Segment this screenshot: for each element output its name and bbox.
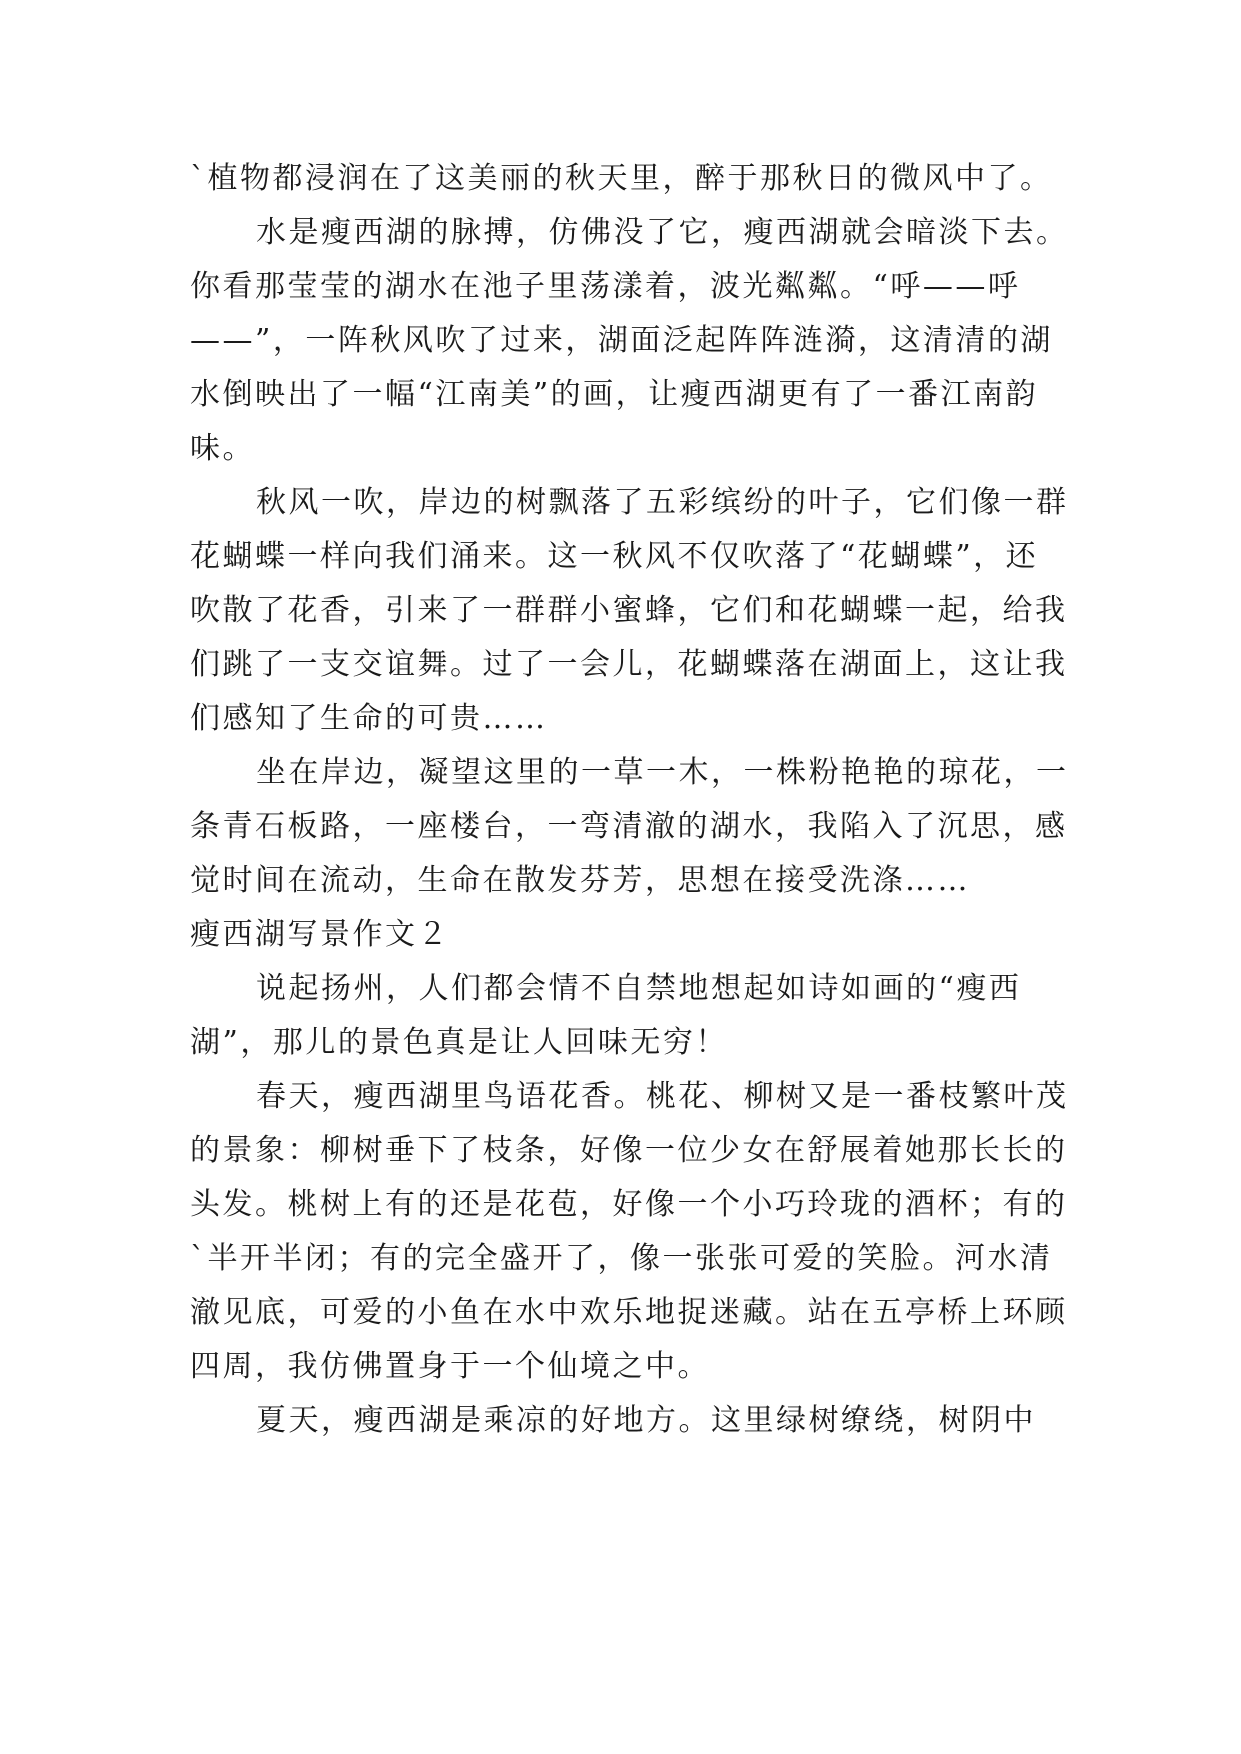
paragraph-lakeside: 坐在岸边，凝望这里的一草一木，一株粉艳艳的琼花，一条青石板路，一座楼台，一弯清澈的湖水，我陷入了沉思，感觉时间在流动，生命在散发芬芳，思想在接受洗涤……: [190, 755, 1069, 898]
paragraph-summer: 夏天，瘦西湖是乘凉的好地方。这里绿树缭绕，树阴中: [256, 1403, 1036, 1438]
document-body: [190, 152, 1070, 1448]
paragraph-spring: 春天，瘦西湖里鸟语花香。桃花、柳树又是一番枝繁叶茂的景象：柳树垂下了枝条，好像一位少女在舒展着她那长长的头发。桃树上有的还是花苞，好像一个小巧玲珑的酒杯；有的`半开半闭；有的完全盛开了，像一张张可爱的笑脸。河水清澈见底，可爱的小鱼在水中欢乐地捉迷藏。站在五亭桥上环顾四周，我仿佛置身于一个仙境之中。: [190, 1079, 1069, 1384]
section-heading: 瘦西湖写景作文２: [190, 917, 450, 952]
paragraph-autumn-wind: 秋风一吹，岸边的树飘落了五彩缤纷的叶子，它们像一群花蝴蝶一样向我们涌来。这一秋风不仅吹落了“花蝴蝶”，还吹散了花香，引来了一群群小蜜蜂，它们和花蝴蝶一起，给我们跳了一支交谊舞。过了一会儿，花蝴蝶落在湖面上，这让我们感知了生命的可贵……: [190, 485, 1069, 736]
paragraph-continuation: `植物都浸润在了这美丽的秋天里，醉于那秋日的微风中了。: [190, 161, 1053, 196]
paragraph-yangzhou: 说起扬州，人们都会情不自禁地想起如诗如画的“瘦西湖”，那儿的景色真是让人回味无穷！: [190, 971, 1022, 1060]
paragraph-water: 水是瘦西湖的脉搏，仿佛没了它，瘦西湖就会暗淡下去。你看那莹莹的湖水在池子里荡漾着，波光粼粼。“呼——呼——”，一阵秋风吹了过来，湖面泛起阵阵涟漪，这清清的湖水倒映出了一幅“江南美”的画，让瘦西湖更有了一番江南韵味。: [190, 215, 1069, 466]
